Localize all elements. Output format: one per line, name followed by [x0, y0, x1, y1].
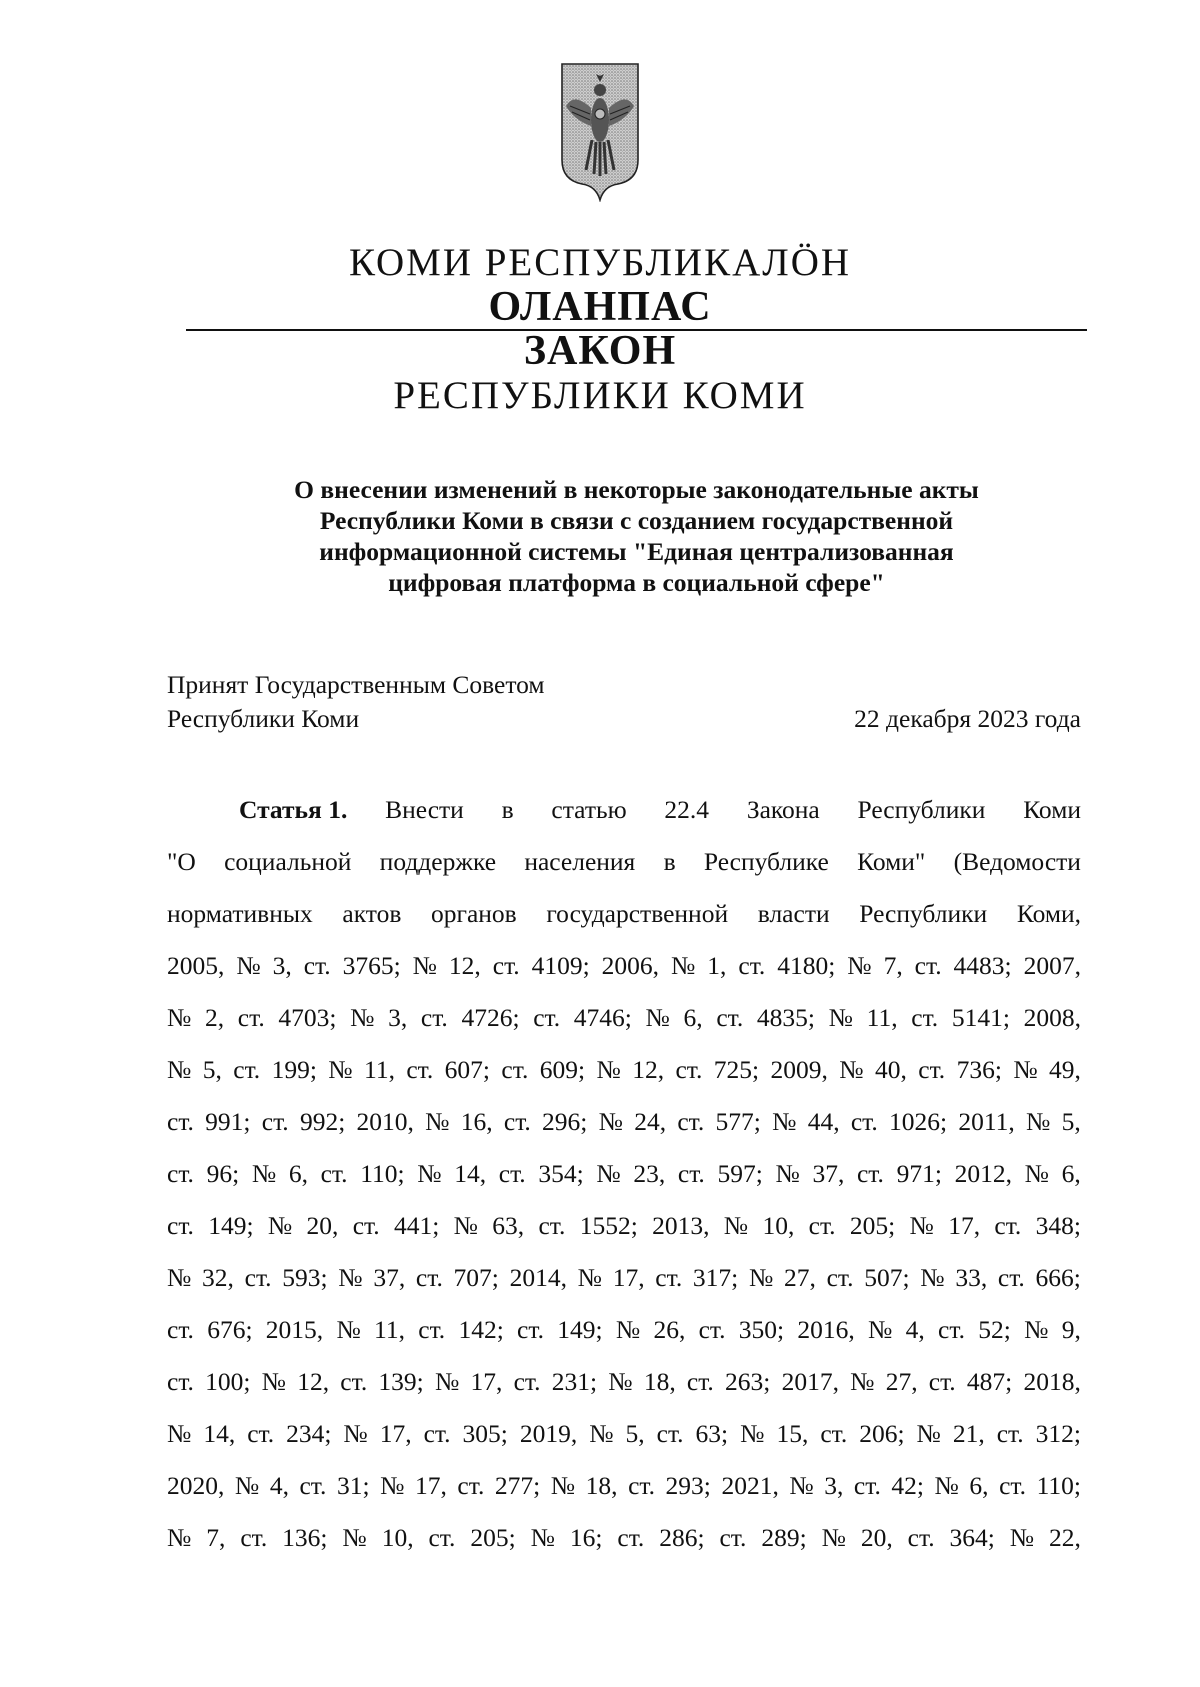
- word: 593;: [282, 1263, 328, 1292]
- word: поддержке: [379, 847, 497, 876]
- word: ст.: [675, 1055, 703, 1084]
- word: ст.: [303, 951, 331, 980]
- word: Республики: [859, 899, 988, 928]
- word: ст.: [457, 1471, 485, 1500]
- word: 139;: [378, 1367, 424, 1396]
- word: ст.: [423, 1419, 451, 1448]
- word: 31;: [336, 1471, 370, 1500]
- word: 18,: [585, 1471, 618, 1500]
- word: 63;: [695, 1419, 729, 1448]
- word: ст.: [533, 1003, 561, 1032]
- word: 293;: [665, 1471, 711, 1500]
- word: 2014,: [509, 1263, 567, 1292]
- word: ст.: [698, 1315, 726, 1344]
- word: №: [167, 1003, 192, 1032]
- word: 49,: [1049, 1055, 1081, 1084]
- word: 26,: [653, 1315, 686, 1344]
- word: 2006,: [601, 951, 660, 980]
- word: №: [261, 1367, 287, 1396]
- word: №: [417, 1159, 442, 1188]
- word: 205;: [470, 1523, 516, 1552]
- word: ст.: [914, 951, 942, 980]
- word: ст.: [628, 1471, 655, 1500]
- coat-of-arms-icon: [560, 62, 640, 202]
- word: ст.: [677, 1159, 705, 1188]
- word: 110;: [1036, 1471, 1081, 1500]
- word: №: [608, 1367, 633, 1396]
- header-zakon: ЗАКОН: [523, 328, 677, 374]
- word: 18,: [643, 1367, 676, 1396]
- word: ст.: [167, 1159, 194, 1188]
- word: 10,: [381, 1523, 414, 1552]
- word: 4180;: [777, 951, 836, 980]
- word: №: [596, 1159, 621, 1188]
- word: №: [338, 1263, 363, 1292]
- word: №: [343, 1419, 368, 1448]
- word: 206;: [859, 1419, 905, 1448]
- word: 17,: [470, 1367, 503, 1396]
- word: ст.: [853, 1471, 881, 1500]
- word: №: [380, 1471, 405, 1500]
- word: №: [598, 1107, 623, 1136]
- word: 4,: [905, 1315, 925, 1344]
- word: №: [615, 1315, 641, 1344]
- word: ст.: [233, 1055, 261, 1084]
- word: 11,: [364, 1055, 395, 1084]
- article-1-line: [167, 1001, 1081, 1053]
- article-1-line: [167, 1417, 1081, 1469]
- word: №: [748, 1263, 774, 1292]
- word: ст.: [928, 1367, 956, 1396]
- word: 12,: [297, 1367, 330, 1396]
- word: 5,: [1061, 1107, 1081, 1136]
- word: 971;: [896, 1159, 942, 1188]
- word: ст.: [716, 1003, 744, 1032]
- word: №: [577, 1263, 603, 1292]
- article-1-line: [167, 845, 1081, 897]
- word: 17,: [948, 1211, 981, 1240]
- word: №: [775, 1159, 800, 1188]
- word: №: [234, 1471, 260, 1500]
- word: 17,: [612, 1263, 645, 1292]
- article-1-line: [167, 1261, 1081, 1313]
- word: 17,: [379, 1419, 412, 1448]
- word: 234;: [286, 1419, 332, 1448]
- article-1-line: [167, 1365, 1081, 1417]
- word: власти: [757, 899, 830, 928]
- word: актов: [342, 899, 402, 928]
- word: Коми": [857, 847, 926, 876]
- word: 6,: [288, 1159, 308, 1188]
- word: №: [1009, 1523, 1035, 1552]
- word: 2021,: [721, 1471, 779, 1500]
- word: ст.: [617, 1523, 645, 1552]
- word: ст.: [261, 1107, 289, 1136]
- word: №: [236, 951, 261, 980]
- law-title-line: Республики Коми в связи с созданием государственной: [319, 506, 954, 535]
- word: (Ведомости: [953, 847, 1081, 876]
- word: №: [671, 951, 696, 980]
- word: 16,: [460, 1107, 493, 1136]
- word: 5,: [202, 1055, 222, 1084]
- word: №: [772, 1107, 797, 1136]
- word: 2007,: [1023, 951, 1081, 980]
- word: 364;: [949, 1523, 995, 1552]
- word: 24,: [634, 1107, 667, 1136]
- word: №: [336, 1315, 361, 1344]
- word: №: [839, 1055, 864, 1084]
- word: №: [1013, 1055, 1038, 1084]
- word: №: [740, 1419, 765, 1448]
- word: 37,: [373, 1263, 406, 1292]
- word: 992;: [299, 1107, 346, 1136]
- word: №: [453, 1211, 478, 1240]
- word: 991;: [205, 1107, 251, 1136]
- article-label: Статья 1.: [239, 795, 348, 824]
- word: Коми,: [1016, 899, 1081, 928]
- word: ст.: [850, 1107, 878, 1136]
- word: 40,: [875, 1055, 907, 1084]
- word: 14,: [454, 1159, 487, 1188]
- word: ст.: [247, 1419, 275, 1448]
- word: 487;: [966, 1367, 1013, 1396]
- word: №: [530, 1523, 555, 1552]
- adoption-body: [167, 668, 545, 736]
- adoption-line: Принят Государственным Советом: [167, 670, 545, 699]
- word: 2,: [205, 1003, 225, 1032]
- word: №: [251, 1159, 277, 1188]
- word: 44,: [807, 1107, 840, 1136]
- word: №: [167, 1055, 192, 1084]
- word: №: [328, 1055, 353, 1084]
- word: 20,: [860, 1523, 893, 1552]
- word: 6,: [1061, 1159, 1081, 1188]
- word: 12,: [448, 951, 481, 980]
- word: ст.: [352, 1211, 380, 1240]
- word: ст.: [938, 1315, 965, 1344]
- word: №: [412, 951, 437, 980]
- word: 4109;: [531, 951, 590, 980]
- word: ст.: [808, 1211, 836, 1240]
- word: ст.: [907, 1523, 935, 1552]
- word: №: [425, 1107, 450, 1136]
- word: органов: [431, 899, 517, 928]
- word: 27,: [885, 1367, 918, 1396]
- word: 3765;: [342, 951, 401, 980]
- word: ст.: [167, 1367, 194, 1396]
- word: ст.: [167, 1315, 194, 1344]
- word: 5141;: [951, 1003, 1010, 1032]
- word: 350;: [738, 1315, 785, 1344]
- word: "О: [167, 847, 196, 876]
- word: 2013,: [652, 1211, 710, 1240]
- word: ст.: [994, 1211, 1022, 1240]
- word: 2018,: [1023, 1367, 1081, 1396]
- word: ст.: [820, 1419, 848, 1448]
- article-1-line: [167, 1521, 1081, 1573]
- word: Внести: [385, 795, 464, 824]
- word: ст.: [420, 1003, 448, 1032]
- word: Закона: [746, 795, 820, 824]
- word: 609;: [539, 1055, 586, 1084]
- word: 2009,: [770, 1055, 828, 1084]
- word: 354;: [538, 1159, 584, 1188]
- word: 11,: [866, 1003, 898, 1032]
- word: №: [850, 1367, 875, 1396]
- word: №: [167, 1419, 192, 1448]
- word: №: [828, 1003, 853, 1032]
- word: №: [909, 1211, 934, 1240]
- word: №: [723, 1211, 749, 1240]
- word: 23,: [633, 1159, 666, 1188]
- word: 6,: [683, 1003, 703, 1032]
- word: ст.: [513, 1367, 541, 1396]
- word: ст.: [320, 1159, 348, 1188]
- word: 1026;: [889, 1107, 948, 1136]
- word: ст.: [996, 1419, 1024, 1448]
- word: ст.: [299, 1471, 327, 1500]
- word: 2010,: [356, 1107, 414, 1136]
- word: 142;: [458, 1315, 504, 1344]
- word: ст.: [240, 1523, 268, 1552]
- word: №: [1024, 1315, 1049, 1344]
- word: 4726;: [461, 1003, 520, 1032]
- word: 136;: [282, 1523, 328, 1552]
- word: 14,: [203, 1419, 236, 1448]
- word: 597;: [717, 1159, 763, 1188]
- word: ст.: [719, 1523, 747, 1552]
- word: Коми: [1023, 795, 1081, 824]
- word: ст.: [428, 1523, 456, 1552]
- word: 4,: [269, 1471, 289, 1500]
- word: 312;: [1035, 1419, 1081, 1448]
- word: 441;: [393, 1211, 440, 1240]
- word: 736;: [956, 1055, 1002, 1084]
- word: 32,: [202, 1263, 234, 1292]
- word: 63,: [492, 1211, 525, 1240]
- word: 3,: [824, 1471, 844, 1500]
- word: ст.: [517, 1315, 544, 1344]
- article-1-line: [167, 1105, 1081, 1157]
- word: 7,: [206, 1523, 226, 1552]
- word: 149;: [557, 1315, 603, 1344]
- word: 2017,: [781, 1367, 839, 1396]
- word: 1,: [707, 951, 727, 980]
- word: ст.: [826, 1263, 854, 1292]
- word: 37,: [812, 1159, 845, 1188]
- article-1-line: [167, 1157, 1081, 1209]
- word: 6,: [969, 1471, 989, 1500]
- article-1-line: [167, 1469, 1081, 1521]
- word: 149;: [208, 1211, 254, 1240]
- word: 4746;: [573, 1003, 632, 1032]
- word: населения: [524, 847, 636, 876]
- word: 20,: [306, 1211, 339, 1240]
- word: 707;: [453, 1263, 499, 1292]
- word: ст.: [167, 1211, 194, 1240]
- word: ст.: [415, 1263, 443, 1292]
- article-1-body: [167, 793, 1081, 1573]
- word: 2016,: [797, 1315, 855, 1344]
- word: 2012,: [954, 1159, 1012, 1188]
- word: 1552;: [579, 1211, 638, 1240]
- word: 9,: [1061, 1315, 1081, 1344]
- law-title-line: информационной системы "Единая централизованная: [319, 537, 954, 566]
- word: 16;: [569, 1523, 603, 1552]
- word: №: [267, 1211, 293, 1240]
- word: №: [1024, 1159, 1049, 1188]
- word: №: [596, 1055, 621, 1084]
- word: ст.: [856, 1159, 884, 1188]
- word: 666;: [1035, 1263, 1081, 1292]
- word: 22.4: [664, 795, 710, 824]
- word: 15,: [776, 1419, 809, 1448]
- word: ст.: [237, 1003, 265, 1032]
- word: 52;: [978, 1315, 1011, 1344]
- word: нормативных: [167, 899, 313, 928]
- word: 317;: [692, 1263, 739, 1292]
- word: 507;: [864, 1263, 910, 1292]
- law-title-line: О внесении изменений в некоторые законодательные акты: [294, 475, 979, 504]
- word: 296;: [542, 1107, 588, 1136]
- article-1-line: [167, 1053, 1081, 1105]
- law-title-line: цифровая платформа в социальной сфере": [388, 568, 885, 597]
- word: 725;: [713, 1055, 760, 1084]
- word: №: [342, 1523, 367, 1552]
- word: ст.: [538, 1211, 566, 1240]
- word: 607;: [444, 1055, 491, 1084]
- word: 2019,: [519, 1419, 578, 1448]
- adoption-date: 22 декабря 2023 года: [854, 704, 1081, 733]
- word: 2011,: [958, 1107, 1015, 1136]
- word: 2020,: [167, 1471, 225, 1500]
- word: 577;: [715, 1107, 761, 1136]
- word: 5,: [625, 1419, 645, 1448]
- word: 110;: [360, 1159, 405, 1188]
- word: 348;: [1035, 1211, 1081, 1240]
- word: 2015,: [265, 1315, 324, 1344]
- word: №: [589, 1419, 614, 1448]
- word: 2008,: [1023, 1003, 1081, 1032]
- word: №: [350, 1003, 375, 1032]
- word: ст.: [999, 1471, 1027, 1500]
- word: 289;: [761, 1523, 807, 1552]
- word: ст.: [503, 1107, 531, 1136]
- word: ст.: [911, 1003, 939, 1032]
- word: 305;: [462, 1419, 508, 1448]
- adoption-line: Республики Коми: [167, 704, 360, 733]
- word: 3,: [272, 951, 292, 980]
- word: 22,: [1049, 1523, 1081, 1552]
- word: ст.: [492, 951, 520, 980]
- word: ст.: [686, 1367, 714, 1396]
- word: 27,: [784, 1263, 816, 1292]
- word: 12,: [632, 1055, 665, 1084]
- word: 42;: [891, 1471, 924, 1500]
- article-1-line: [167, 1313, 1081, 1365]
- word: 286;: [659, 1523, 705, 1552]
- header-olanpas: ОЛАНПАС: [488, 284, 712, 330]
- word: 2005,: [167, 951, 225, 980]
- word: ст.: [997, 1263, 1025, 1292]
- word: ст.: [655, 1263, 683, 1292]
- word: 263;: [725, 1367, 771, 1396]
- word: Республике: [703, 847, 829, 876]
- word: ст.: [340, 1367, 368, 1396]
- word: ст.: [418, 1315, 446, 1344]
- word: №: [167, 1523, 192, 1552]
- word: 3,: [388, 1003, 408, 1032]
- word: ст.: [656, 1419, 684, 1448]
- word: социальной: [224, 847, 352, 876]
- word: в: [501, 795, 514, 824]
- word: 199;: [271, 1055, 317, 1084]
- word: №: [916, 1419, 941, 1448]
- word: 205;: [849, 1211, 896, 1240]
- article-1-line: [167, 949, 1081, 1001]
- word: №: [789, 1471, 814, 1500]
- word: 7,: [883, 951, 903, 980]
- word: 17,: [414, 1471, 447, 1500]
- word: №: [550, 1471, 576, 1500]
- word: 10,: [762, 1211, 795, 1240]
- word: 4483;: [953, 951, 1012, 980]
- word: статью: [551, 795, 627, 824]
- word: 11,: [374, 1315, 405, 1344]
- word: ст.: [918, 1055, 946, 1084]
- article-1-line: [167, 1209, 1081, 1261]
- word: 33,: [955, 1263, 988, 1292]
- word: 100;: [205, 1367, 251, 1396]
- word: Республики: [857, 795, 986, 824]
- article-1-line: [167, 897, 1081, 949]
- word: ст.: [498, 1159, 526, 1188]
- word: №: [920, 1263, 945, 1292]
- word: государственной: [546, 899, 729, 928]
- header-republic-komi: РЕСПУБЛИКИ КОМИ: [393, 374, 807, 417]
- word: №: [847, 951, 872, 980]
- word: ст.: [244, 1263, 272, 1292]
- word: 277;: [494, 1471, 541, 1500]
- word: 4835;: [756, 1003, 815, 1032]
- word: ст.: [677, 1107, 705, 1136]
- article-1-first-line: [167, 793, 1081, 845]
- word: №: [868, 1315, 893, 1344]
- word: №: [645, 1003, 670, 1032]
- law-title: [186, 474, 1087, 598]
- word: №: [167, 1263, 192, 1292]
- word: №: [434, 1367, 460, 1396]
- word: в: [663, 847, 676, 876]
- word: ст.: [167, 1107, 194, 1136]
- word: 96;: [206, 1159, 240, 1188]
- word: ст.: [501, 1055, 529, 1084]
- word: 676;: [207, 1315, 253, 1344]
- word: ст.: [738, 951, 766, 980]
- word: 231;: [551, 1367, 598, 1396]
- word: 21,: [952, 1419, 985, 1448]
- word: №: [821, 1523, 846, 1552]
- word: 4703;: [278, 1003, 337, 1032]
- word: №: [934, 1471, 959, 1500]
- header-komi-republic: КОМИ РЕСПУБЛИКАЛÖН: [348, 241, 852, 284]
- word: №: [1026, 1107, 1051, 1136]
- word: ст.: [406, 1055, 434, 1084]
